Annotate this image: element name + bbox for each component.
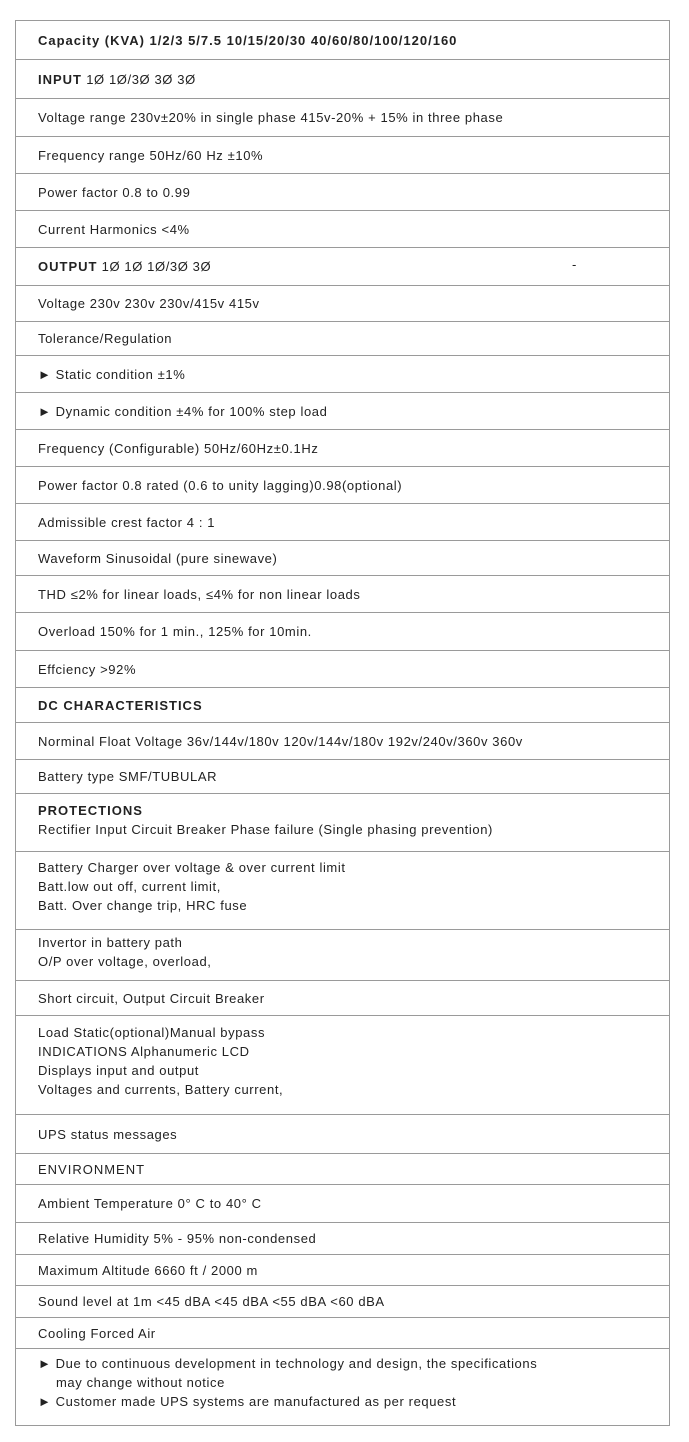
thd-text: THD ≤2% for linear loads, ≤4% for non linear loads [38,586,361,602]
power-factor-output-row [16,467,669,504]
short-circuit-text: Short circuit, Output Circuit Breaker [38,990,265,1006]
environment-heading: ENVIRONMENT [38,1161,146,1177]
sound-level-row [16,1286,669,1318]
capacity-heading: Capacity (KVA) 1/2/3 5/7.5 10/15/20/30 40/60/80/100/120/160 [38,32,458,48]
voltage-range-row [16,99,669,137]
charger-line-3: Batt. Over change trip, HRC fuse [38,898,248,913]
load-line-4: Voltages and currents, Battery current, [38,1082,284,1097]
float-voltage-text: Norminal Float Voltage 36v/144v/180v 120v/144v/180v 192v/240v/360v 360v [38,733,523,749]
waveform-text: Waveform Sinusoidal (pure sinewave) [38,550,278,566]
protections-heading: PROTECTIONS [38,803,143,818]
ambient-temperature-row [16,1185,669,1223]
output-heading [38,259,211,274]
frequency-output-row [16,430,669,467]
efficiency-row [16,651,669,688]
ups-status-row [16,1115,669,1154]
crest-factor-row [16,504,669,541]
voltage-output-row [16,286,669,322]
ambient-temperature-text: Ambient Temperature 0° C to 40° C [38,1196,262,1211]
power-factor-input-text: Power factor 0.8 to 0.99 [38,184,191,200]
waveform-row [16,541,669,576]
efficiency-text: Effciency >92% [38,661,137,677]
crest-factor-text: Admissible crest factor 4 : 1 [38,514,216,530]
charger-line-2: Batt.low out off, current limit, [38,879,221,894]
frequency-range-text: Frequency range 50Hz/60 Hz ±10% [38,147,264,163]
voltage-range-text: Voltage range 230v±20% in single phase 415v-20% + 15% in three phase [38,110,504,125]
overload-text: Overload 150% for 1 min., 125% for 10min. [38,624,312,639]
cooling-row [16,1318,669,1349]
specification-table [15,20,670,1426]
overload-row [16,613,669,651]
altitude-text: Maximum Altitude 6660 ft / 2000 m [38,1262,258,1278]
load-static-row [16,1016,669,1115]
battery-type-text: Battery type SMF/TUBULAR [38,769,218,784]
float-voltage-row [16,723,669,760]
invertor-line-1: Invertor in battery path [38,935,183,950]
dynamic-condition-row [16,393,669,430]
frequency-output-text: Frequency (Configurable) 50Hz/60Hz±0.1Hz [38,440,319,456]
input-title: INPUT [38,71,82,87]
cooling-text: Cooling Forced Air [38,1325,156,1341]
capacity-row [16,21,669,60]
output-title: OUTPUT [38,259,98,274]
output-section-row [16,248,669,286]
rectifier-text: Rectifier Input Circuit Breaker Phase failure (Single phasing prevention) [38,822,493,837]
tolerance-row [16,322,669,356]
input-heading [38,72,196,87]
frequency-range-row [16,137,669,174]
notes-row [16,1349,669,1425]
input-phases: 1Ø 1Ø/3Ø 3Ø 3Ø [86,71,196,87]
humidity-row [16,1223,669,1255]
invertor-row [16,930,669,981]
battery-type-row [16,760,669,794]
power-factor-input-row [16,174,669,211]
load-line-2: INDICATIONS Alphanumeric LCD [38,1044,250,1059]
static-condition-row [16,356,669,393]
load-line-1: Load Static(optional)Manual bypass [38,1025,266,1040]
dynamic-condition-text: ► Dynamic condition ±4% for 100% step load [38,403,328,419]
voltage-output-text: Voltage 230v 230v 230v/415v 415v [38,296,260,311]
output-phases: 1Ø 1Ø 1Ø/3Ø 3Ø [101,259,212,274]
load-line-3: Displays input and output [38,1063,199,1078]
dc-section-row [16,688,669,723]
short-circuit-row [16,981,669,1016]
power-factor-output-text: Power factor 0.8 rated (0.6 to unity lagging)0.98(optional) [38,477,403,493]
input-section-row [16,60,669,99]
current-harmonics-text: Current Harmonics <4% [38,221,190,237]
thd-row [16,576,669,613]
current-harmonics-row [16,211,669,248]
output-dash: - [572,257,577,272]
altitude-row [16,1255,669,1286]
note-2: ► Customer made UPS systems are manufactured as per request [38,1394,457,1409]
tolerance-text: Tolerance/Regulation [38,331,173,346]
note-1-line-2: may change without notice [56,1375,225,1390]
note-1-line-1: ► Due to continuous development in technology and design, the specifications [38,1356,538,1371]
invertor-line-2: O/P over voltage, overload, [38,954,212,969]
charger-line-1: Battery Charger over voltage & over current limit [38,860,346,875]
ups-status-text: UPS status messages [38,1126,178,1142]
static-condition-text: ► Static condition ±1% [38,366,186,382]
protections-row [16,794,669,852]
sound-level-text: Sound level at 1m <45 dBA <45 dBA <55 dBA <60 dBA [38,1294,385,1309]
environment-section-row [16,1154,669,1185]
humidity-text: Relative Humidity 5% - 95% non-condensed [38,1231,317,1246]
dc-heading: DC CHARACTERISTICS [38,697,203,713]
battery-charger-row [16,852,669,930]
